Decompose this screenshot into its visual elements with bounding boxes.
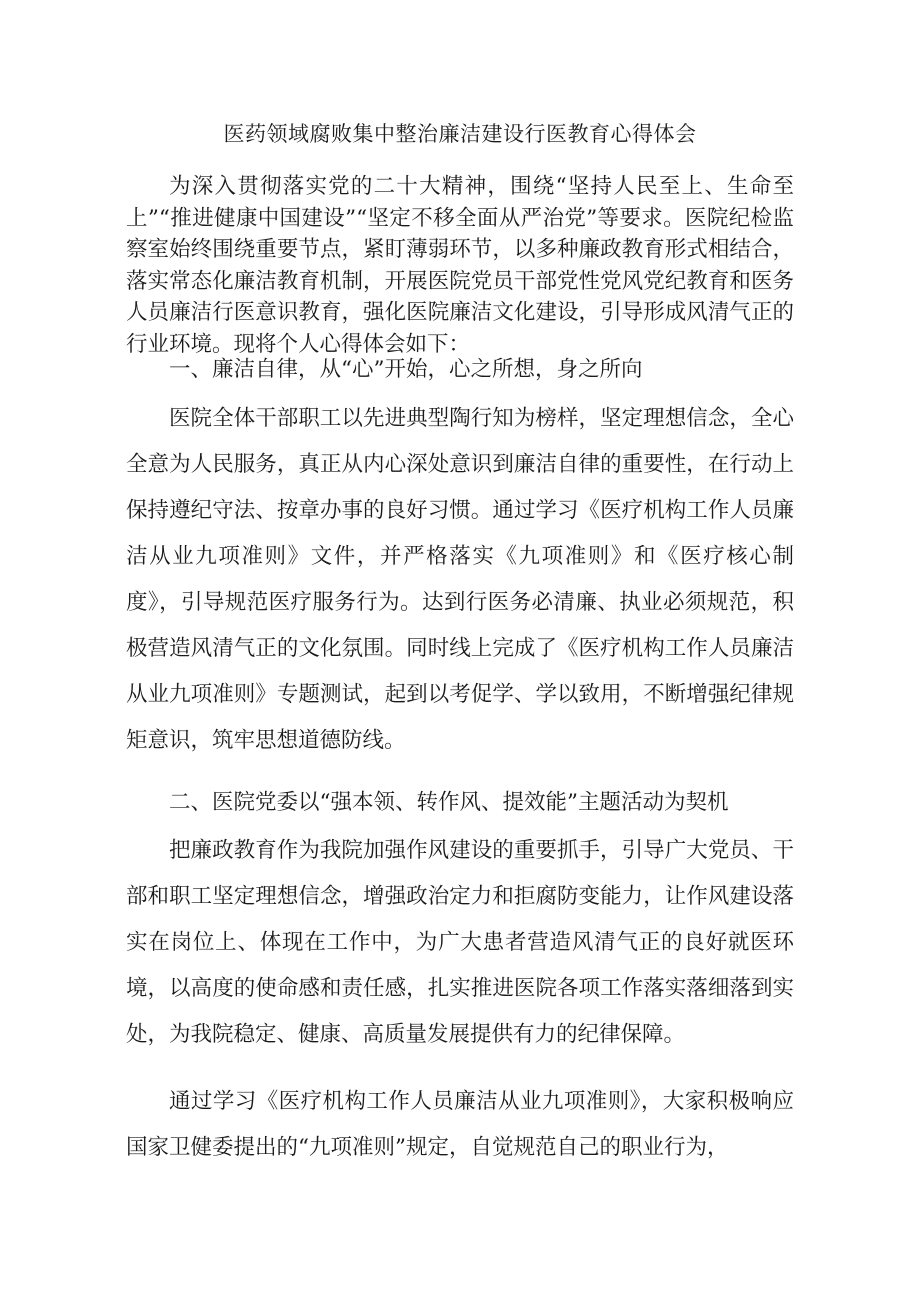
- section1-paragraph: 医院全体干部职工以先进典型陶行知为榜样，坚定理想信念，全心全意为人民服务，真正从内心深处意识到廉洁自律的重要性，在行动上保持遵纪守法、按章办事的良好习惯。通过学习《医疗机构工作人员廉洁从业九项准则》文件，并严格落实《九项准则》和《医疗核心制度》，引导规范医疗服务行为。达到行医务必清廉、执业必须规范，积极营造风清气正的文化氛围。同时线上完成了《医疗机构工作人员廉洁从业九项准则》专题测试，起到以考促学、学以致用，不断增强纪律规矩意识，筑牢思想道德防线。: [126, 406, 794, 753]
- section2-paragraph: 把廉政教育作为我院加强作风建设的重要抓手，引导广大党员、干部和职工坚定理想信念，增强政治定力和拒腐防变能力，让作风建设落实在岗位上、体现在工作中，为广大患者营造风清气正的良好就医环境，以高度的使命感和责任感，扎实推进医院各项工作落实落细落到实处，为我院稳定、健康、高质量发展提供有力的纪律保障。: [126, 838, 794, 1047]
- section1-heading: 一、廉洁自律，从“心”开始，心之所想，身之所向: [169, 357, 643, 382]
- intro-paragraph: 为深入贯彻落实党的二十大精神，围绕“坚持人民至上、生命至上”“推进健康中国建设”“坚定不移全面从严治党”等要求。医院纪检监察室始终围绕重要节点，紧盯薄弱环节，以多种廉政教育形式相结合，落实常态化廉洁教育机制，开展医院党员干部党性党风党纪教育和医务人员廉洁行医意识教育，强化医院廉洁文化建设，引导形成风清气正的行业环境。现将个人心得体会如下：: [126, 174, 794, 357]
- closing-paragraph: 通过学习《医疗机构工作人员廉洁从业九项准则》，大家积极响应国家卫健委提出的“九项准则”规定，自觉规范自己的职业行为，: [126, 1089, 794, 1160]
- section2-heading: 二、医院党委以“强本领、转作风、提效能”主题活动为契机: [169, 790, 729, 815]
- document-title: 医药领域腐败集中整治廉洁建设行医教育心得体会: [223, 122, 697, 146]
